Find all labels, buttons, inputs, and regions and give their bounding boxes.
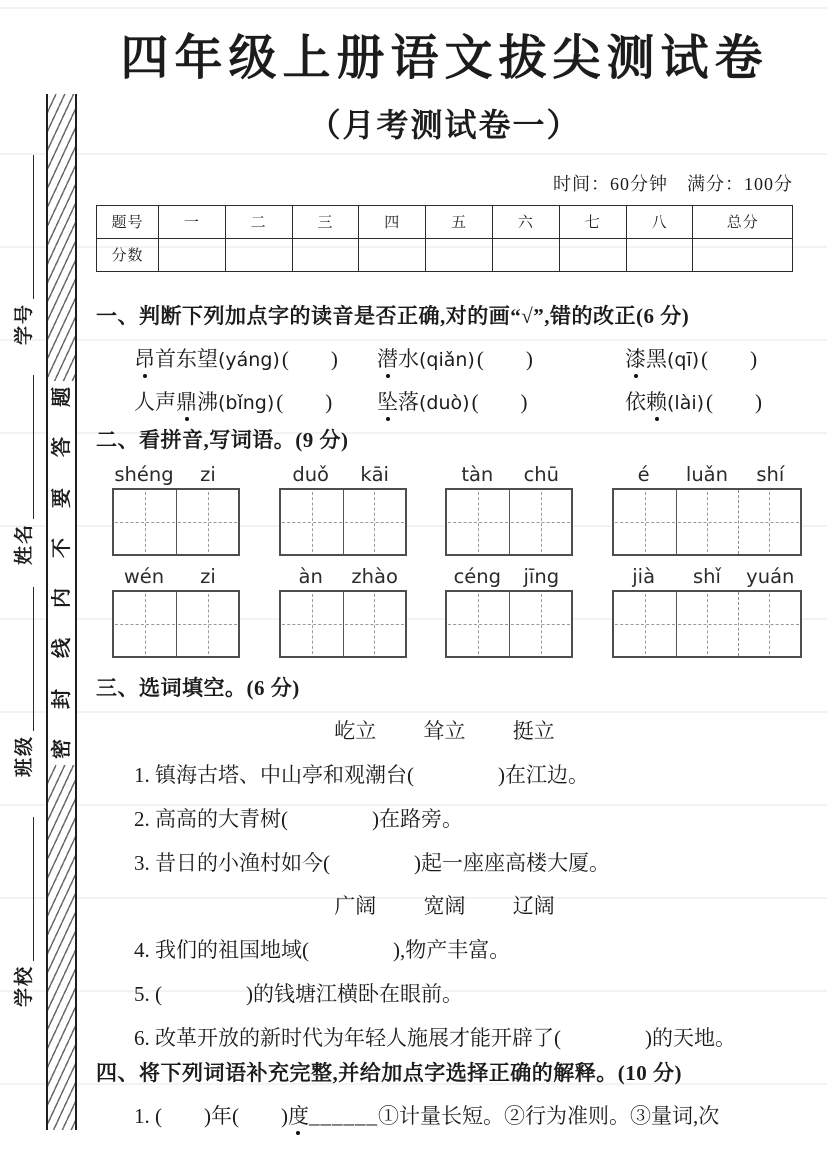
- paper-title: 四年级上册语文拔尖测试卷: [120, 32, 769, 85]
- writing-grid: [445, 488, 573, 556]
- seal-char: 题: [50, 387, 73, 407]
- time-score-info: 时间：60分钟 满分：100分: [553, 173, 793, 194]
- section-4-heading: 四、将下列词语补充完整,并给加点字选择正确的解释。(10 分): [96, 1061, 682, 1086]
- pinyin-labels: [445, 565, 573, 588]
- score-cell: [559, 238, 626, 271]
- score-cell: [493, 238, 560, 271]
- writing-grid-cell: [738, 592, 800, 656]
- seal-char: 内: [50, 588, 73, 609]
- student-name-blank-line: [30, 375, 34, 519]
- pinyin-labels: [112, 565, 240, 588]
- seal-hatch-top: [48, 94, 75, 381]
- section-3-heading: 三、选词填空。(6 分): [96, 676, 300, 701]
- question-col-7: 七: [559, 205, 626, 238]
- pinyin-syllable: jià: [632, 565, 656, 589]
- writing-grid: [612, 488, 802, 556]
- word-text: 水: [398, 346, 419, 371]
- student-id-blank-line: [30, 155, 34, 299]
- answer-blank: ( ): [281, 346, 338, 371]
- word-text: 沸: [197, 389, 218, 414]
- question-col-5: 五: [426, 205, 493, 238]
- word-bank-2: [96, 890, 793, 920]
- pinyin-word-group: [445, 565, 573, 658]
- word-text: 落: [398, 389, 419, 414]
- writing-grid-cell: [676, 592, 738, 656]
- seal-hatch-bottom: [48, 765, 75, 1130]
- question-col-4: 四: [359, 205, 426, 238]
- word-text: 依: [625, 389, 646, 414]
- section-4-item-1: [96, 1100, 793, 1130]
- pinyin-syllable: céng: [453, 565, 502, 589]
- pinyin-text: (qiǎn): [419, 348, 475, 371]
- writing-grid-cell: [509, 490, 571, 554]
- student-class-blank-line: [30, 587, 34, 731]
- pinyin-word-group: [612, 463, 802, 556]
- student-name-field: [8, 375, 34, 565]
- pinyin-word-group: [112, 463, 240, 556]
- pinyin-text: (bǐng): [218, 391, 275, 414]
- word-item: [377, 343, 625, 373]
- writing-grid-cell: [447, 490, 509, 554]
- definition-options: ①计量长短。②行为准则。③量词,次: [377, 1103, 720, 1128]
- writing-grid-cell: [447, 592, 509, 656]
- dotted-char: 赖: [646, 389, 667, 414]
- writing-grid-cell: [281, 490, 343, 554]
- student-school-field: [8, 817, 34, 1007]
- pinyin-writing-row-2: [96, 565, 802, 658]
- writing-grid: [112, 590, 240, 658]
- dotted-char: 坠: [377, 389, 398, 414]
- pinyin-text: (duò): [419, 391, 470, 414]
- word-bank-option: 挺立: [512, 719, 555, 744]
- paper-body: [96, 0, 793, 1130]
- student-id-label: 学号: [14, 302, 35, 345]
- section-1-heading: 一、判断下列加点字的读音是否正确,对的画“√”,错的改正(6 分): [96, 303, 690, 328]
- writing-grid: [612, 590, 802, 658]
- fill-blank-item-5: 5. ( )的钱塘江横卧在眼前。: [134, 982, 463, 1007]
- student-id-field: [8, 155, 34, 345]
- score-row-label: 分数: [97, 238, 159, 271]
- fill-blank-item-6: 6. 改革开放的新时代为年轻人施展才能开辟了( )的天地。: [134, 1026, 736, 1051]
- word-item: [625, 343, 757, 373]
- question-col-8: 八: [626, 205, 693, 238]
- seal-line-text: [48, 381, 75, 765]
- pinyin-syllable: é: [637, 463, 650, 487]
- score-cell: [359, 238, 426, 271]
- seal-char: 线: [50, 638, 73, 659]
- dotted-char: 漆: [625, 346, 646, 371]
- writing-grid: [279, 590, 407, 658]
- pinyin-labels: [612, 463, 802, 486]
- writing-grid-cell: [676, 490, 738, 554]
- writing-grid-cell: [738, 490, 800, 554]
- paper-subtitle: （月考测试卷一）: [308, 106, 581, 143]
- writing-grid-cell: [614, 592, 676, 656]
- pinyin-syllable: shéng: [114, 463, 174, 487]
- seal-char: 密: [50, 738, 73, 759]
- word-text: 人声: [134, 389, 176, 414]
- pinyin-word-group: [612, 565, 802, 658]
- question-col-6: 六: [493, 205, 560, 238]
- word-bank-option: 屹立: [334, 719, 377, 744]
- question-col-2: 二: [225, 205, 292, 238]
- writing-grid: [445, 590, 573, 658]
- writing-grid-cell: [614, 490, 676, 554]
- pinyin-syllable: duǒ: [292, 463, 329, 487]
- word-text: 首东望: [155, 346, 218, 371]
- question-col-3: 三: [292, 205, 359, 238]
- dotted-char: 度: [287, 1103, 309, 1128]
- fill-blank-item-4: 4. 我们的祖国地域( ),物产丰富。: [134, 938, 511, 963]
- seal-char: 不: [50, 537, 73, 558]
- answer-blank: ( ): [476, 346, 533, 371]
- writing-grid-cell: [343, 592, 405, 656]
- student-school-label: 学校: [14, 964, 35, 1007]
- word-item: [134, 343, 377, 373]
- section-1-row-2: [96, 386, 793, 416]
- seal-line-band: [46, 94, 77, 1130]
- word-item: [134, 386, 377, 416]
- writing-grid: [112, 488, 240, 556]
- section-2-heading: 二、看拼音,写词语。(9 分): [96, 427, 349, 452]
- pinyin-word-group: [112, 565, 240, 658]
- word-bank-option: 宽阔: [423, 894, 466, 919]
- writing-grid-cell: [114, 592, 176, 656]
- pinyin-labels: [445, 463, 573, 486]
- answer-line: ______: [308, 1103, 378, 1128]
- pinyin-text: (yáng): [218, 348, 280, 371]
- pinyin-text: (lài): [667, 391, 705, 414]
- pinyin-syllable: tàn: [461, 463, 494, 487]
- writing-grid-cell: [114, 490, 176, 554]
- pinyin-labels: [279, 463, 407, 486]
- seal-char: 要: [50, 487, 73, 508]
- pinyin-syllable: àn: [298, 565, 323, 589]
- pinyin-syllable: yuán: [746, 565, 795, 589]
- seal-char: 答: [50, 437, 73, 458]
- pinyin-writing-row-1: [96, 463, 802, 556]
- student-name-label: 姓名: [14, 522, 35, 565]
- answer-blank: ( ): [276, 389, 333, 414]
- score-cell: [292, 238, 359, 271]
- pinyin-labels: [612, 565, 802, 588]
- pinyin-word-group: [279, 565, 407, 658]
- word-bank-1: [96, 715, 793, 745]
- pinyin-syllable: jīng: [523, 565, 560, 589]
- seal-char: 封: [50, 688, 73, 709]
- pinyin-syllable: chū: [523, 463, 560, 487]
- score-cell: [626, 238, 693, 271]
- word-bank-option: 辽阔: [512, 894, 555, 919]
- dotted-char: 鼎: [176, 389, 197, 414]
- student-class-label: 班级: [14, 734, 35, 777]
- word-text: 黑: [646, 346, 667, 371]
- total-score-col: 总分: [693, 205, 793, 238]
- answer-blank: ( ): [701, 346, 758, 371]
- pinyin-syllable: wén: [123, 565, 165, 589]
- pinyin-syllable: shí: [756, 463, 785, 487]
- pinyin-syllable: zhào: [351, 565, 398, 589]
- score-cell: [158, 238, 225, 271]
- pinyin-syllable: kāi: [360, 463, 389, 487]
- question-number-corner: 题号: [97, 205, 159, 238]
- writing-grid-cell: [343, 490, 405, 554]
- writing-grid-cell: [176, 490, 238, 554]
- total-score-cell: [693, 238, 793, 271]
- fill-blank-item-3: 3. 昔日的小渔村如今( )起一座座高楼大厦。: [134, 851, 610, 876]
- student-school-blank-line: [30, 817, 34, 961]
- fill-blank-item-1: 1. 镇海古塔、中山亭和观潮台( )在江边。: [134, 763, 589, 788]
- word-item: [625, 386, 762, 416]
- fill-blank-item-2: 2. 高高的大青树( )在路旁。: [134, 807, 463, 832]
- pinyin-text: (qī): [667, 348, 700, 371]
- writing-grid-cell: [176, 592, 238, 656]
- score-table-header-row: [97, 205, 793, 238]
- pinyin-word-group: [445, 463, 573, 556]
- pinyin-labels: [112, 463, 240, 486]
- student-class-field: [8, 587, 34, 777]
- score-cell: [426, 238, 493, 271]
- item-text: 1. ( )年( ): [134, 1103, 288, 1128]
- pinyin-word-group: [279, 463, 407, 556]
- word-bank-option: 广阔: [334, 894, 377, 919]
- score-table-score-row: [97, 238, 793, 271]
- score-table: [96, 205, 793, 272]
- score-cell: [225, 238, 292, 271]
- writing-grid-cell: [281, 592, 343, 656]
- section-1-row-1: [96, 343, 793, 373]
- answer-blank: ( ): [706, 389, 763, 414]
- answer-blank: ( ): [471, 389, 528, 414]
- question-col-1: 一: [158, 205, 225, 238]
- word-item: [377, 386, 625, 416]
- dotted-char: 昂: [134, 346, 155, 371]
- dotted-char: 潜: [377, 346, 398, 371]
- pinyin-labels: [279, 565, 407, 588]
- pinyin-syllable: luǎn: [685, 463, 728, 487]
- word-bank-option: 耸立: [423, 719, 466, 744]
- pinyin-syllable: zi: [200, 565, 216, 589]
- pinyin-syllable: shǐ: [692, 565, 721, 589]
- writing-grid: [279, 488, 407, 556]
- writing-grid-cell: [509, 592, 571, 656]
- pinyin-syllable: zi: [200, 463, 216, 487]
